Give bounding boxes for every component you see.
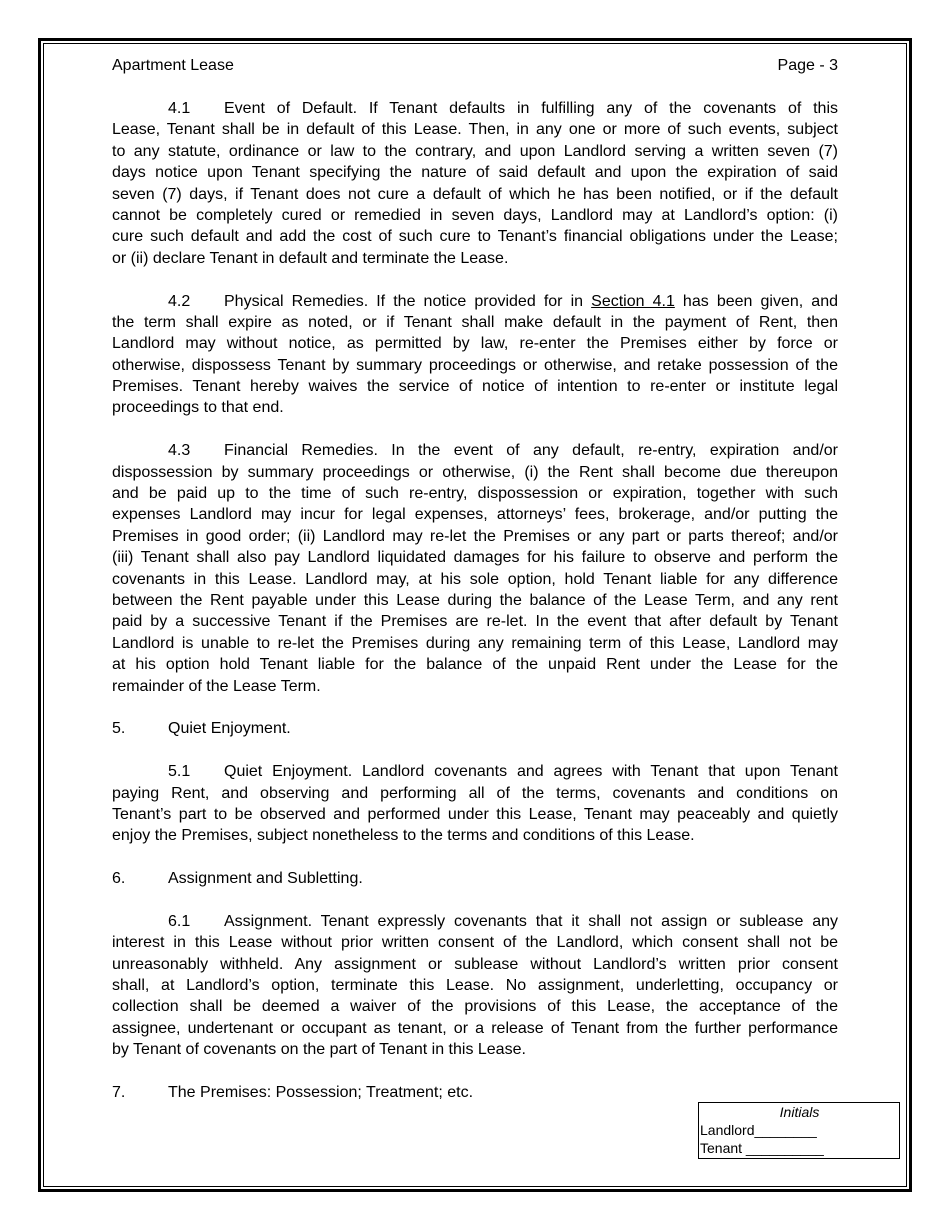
section-heading bbox=[112, 718, 838, 739]
paragraph-line: Tenant’s part to be observed and performed under this Lease, Tenant may peaceably and quietly bbox=[112, 805, 838, 823]
paragraph-line: at his option hold Tenant liable for the balance of the unpaid Rent under the Lease for the bbox=[112, 656, 838, 674]
paragraph-text: Physical Remedies. If the notice provided for in bbox=[224, 292, 592, 310]
paragraph-text: Event of Default. If Tenant defaults in fulfilling any of the covenants of this bbox=[224, 100, 838, 117]
section-heading bbox=[112, 1082, 838, 1103]
paragraph-number: 4.3 bbox=[168, 442, 191, 460]
paragraph-line: interest in this Lease without prior written consent of the Landlord, which consent shall not be bbox=[112, 934, 838, 952]
section-number: 6. bbox=[112, 870, 126, 888]
section-number: 7. bbox=[112, 1083, 126, 1101]
page-number: Page - 3 bbox=[777, 57, 838, 74]
paragraph-line: shall, at Landlord’s option, terminate this Lease. No assignment, underletting, occupancy or bbox=[112, 977, 838, 995]
section-heading-line bbox=[112, 718, 838, 739]
paragraph-text: Quiet Enjoyment. Landlord covenants and agrees with Tenant that upon Tenant bbox=[224, 763, 838, 781]
tenant-initials-line: Tenant __________ bbox=[700, 1140, 824, 1156]
paragraph-line: Landlord may without notice, as permitted by law, re-enter the Premises either by force or bbox=[112, 335, 838, 353]
paragraph-line bbox=[112, 440, 838, 461]
paragraph-4-2 bbox=[112, 291, 838, 419]
paragraph-line: (iii) Tenant shall also pay Landlord liquidated damages for his failure to observe and perform the bbox=[112, 549, 838, 567]
paragraph-line: to any statute, ordinance or law to the contrary, and upon Landlord serving a written seven (7) bbox=[112, 142, 838, 160]
paragraph-4-3 bbox=[112, 440, 838, 697]
initials-box bbox=[698, 1102, 900, 1159]
section-heading-line bbox=[112, 868, 838, 889]
paragraph-line bbox=[112, 911, 838, 932]
paragraph-5-1 bbox=[112, 761, 838, 847]
paragraph-number: 4.2 bbox=[168, 292, 191, 310]
paragraph-line: Landlord is unable to re-let the Premises during any remaining term of this Lease, Landlord may bbox=[112, 634, 838, 652]
paragraph-line: collection shall be deemed a waiver of the provisions of this Lease, the acceptance of the bbox=[112, 998, 838, 1016]
paragraph-line: between the Rent payable under this Lease during the balance of the Lease Term, and any rent bbox=[112, 591, 838, 609]
section-heading-line bbox=[112, 1082, 838, 1103]
paragraph-line: paying Rent, and observing and performing all of the terms, covenants and conditions on bbox=[112, 784, 838, 802]
paragraph-line: covenants in this Lease. Landlord may, at his sole option, hold Tenant liable for any difference bbox=[112, 570, 838, 588]
paragraph-line: days notice upon Tenant specifying the nature of said default and upon the expiration of said bbox=[112, 164, 838, 182]
paragraph-text: Financial Remedies. In the event of any default, re-entry, expiration and/or bbox=[224, 442, 838, 460]
paragraph-line: enjoy the Premises, subject nonetheless to the terms and conditions of this Lease. bbox=[112, 827, 695, 845]
document-title: Apartment Lease bbox=[112, 57, 234, 74]
paragraph-number: 4.1 bbox=[168, 100, 191, 117]
paragraph-line: assignee, undertenant or occupant as tenant, or a release of Tenant from the further performance bbox=[112, 1019, 838, 1037]
paragraph-line: Lease, Tenant shall be in default of this Lease. Then, in any one or more of such events, subject bbox=[112, 121, 838, 139]
section-title: The Premises: Possession; Treatment; etc. bbox=[168, 1083, 474, 1101]
paragraph-line: seven (7) days, if Tenant does not cure a default of which he has been notified, or if the default bbox=[112, 185, 838, 203]
paragraph-line: cannot be completely cured or remedied in seven days, Landlord may at Landlord’s option: (i) bbox=[112, 206, 838, 224]
page-header bbox=[112, 55, 838, 76]
paragraph-line: proceedings to that end. bbox=[112, 399, 284, 417]
paragraph-number: 6.1 bbox=[168, 912, 191, 930]
paragraph-line: expenses Landlord may incur for legal expenses, attorneys’ fees, brokerage, and/or putting the bbox=[112, 506, 838, 524]
section-number: 5. bbox=[112, 720, 126, 738]
paragraph-line: or (ii) declare Tenant in default and terminate the Lease. bbox=[112, 249, 509, 267]
paragraph-line: dispossession by summary proceedings or otherwise, (i) the Rent shall become due thereupon bbox=[112, 463, 838, 481]
landlord-initials-line: Landlord________ bbox=[700, 1122, 817, 1138]
paragraph-line: otherwise, dispossess Tenant by summary proceedings or otherwise, and retake possession of the bbox=[112, 356, 838, 374]
paragraph-line: the term shall expire as noted, or if Tenant shall make default in the payment of Rent, then bbox=[112, 313, 838, 331]
section-title: Assignment and Subletting. bbox=[168, 870, 363, 888]
paragraph-line bbox=[112, 291, 838, 312]
paragraph-line bbox=[112, 761, 838, 782]
paragraph-number: 5.1 bbox=[168, 763, 191, 781]
paragraph-line: Premises in good order; (ii) Landlord may re-let the Premises or any part or parts thereof; and/or bbox=[112, 527, 838, 545]
paragraph-6-1 bbox=[112, 911, 838, 1061]
paragraph-line: unreasonably withheld. Any assignment or sublease without Landlord’s written prior consent bbox=[112, 955, 838, 973]
section-heading bbox=[112, 868, 838, 889]
paragraph-line: Premises. Tenant hereby waives the service of notice of intention to re-enter or institute legal bbox=[112, 378, 838, 396]
document-body bbox=[112, 98, 838, 1125]
paragraph-line bbox=[112, 98, 838, 119]
paragraph-line: by Tenant of covenants on the part of Tenant in this Lease. bbox=[112, 1041, 526, 1059]
paragraph-line: paid by a successive Tenant if the Premises are re-let. In the event that after default by Tenant bbox=[112, 613, 838, 631]
paragraph-text: Assignment. Tenant expressly covenants that it shall not assign or sublease any bbox=[224, 912, 838, 930]
initials-title: Initials bbox=[779, 1104, 820, 1120]
paragraph-line: remainder of the Lease Term. bbox=[112, 677, 321, 695]
paragraph-text: has been given, and bbox=[674, 292, 838, 310]
paragraph-line: and be paid up to the time of such re-entry, dispossession or expiration, together with such bbox=[112, 485, 838, 503]
paragraph-4-1 bbox=[112, 98, 838, 269]
section-title: Quiet Enjoyment. bbox=[168, 720, 291, 738]
section-reference-link: Section 4.1 bbox=[591, 292, 675, 310]
paragraph-line: cure such default and add the cost of such cure to Tenant’s financial obligations under the Lease; bbox=[112, 228, 838, 246]
